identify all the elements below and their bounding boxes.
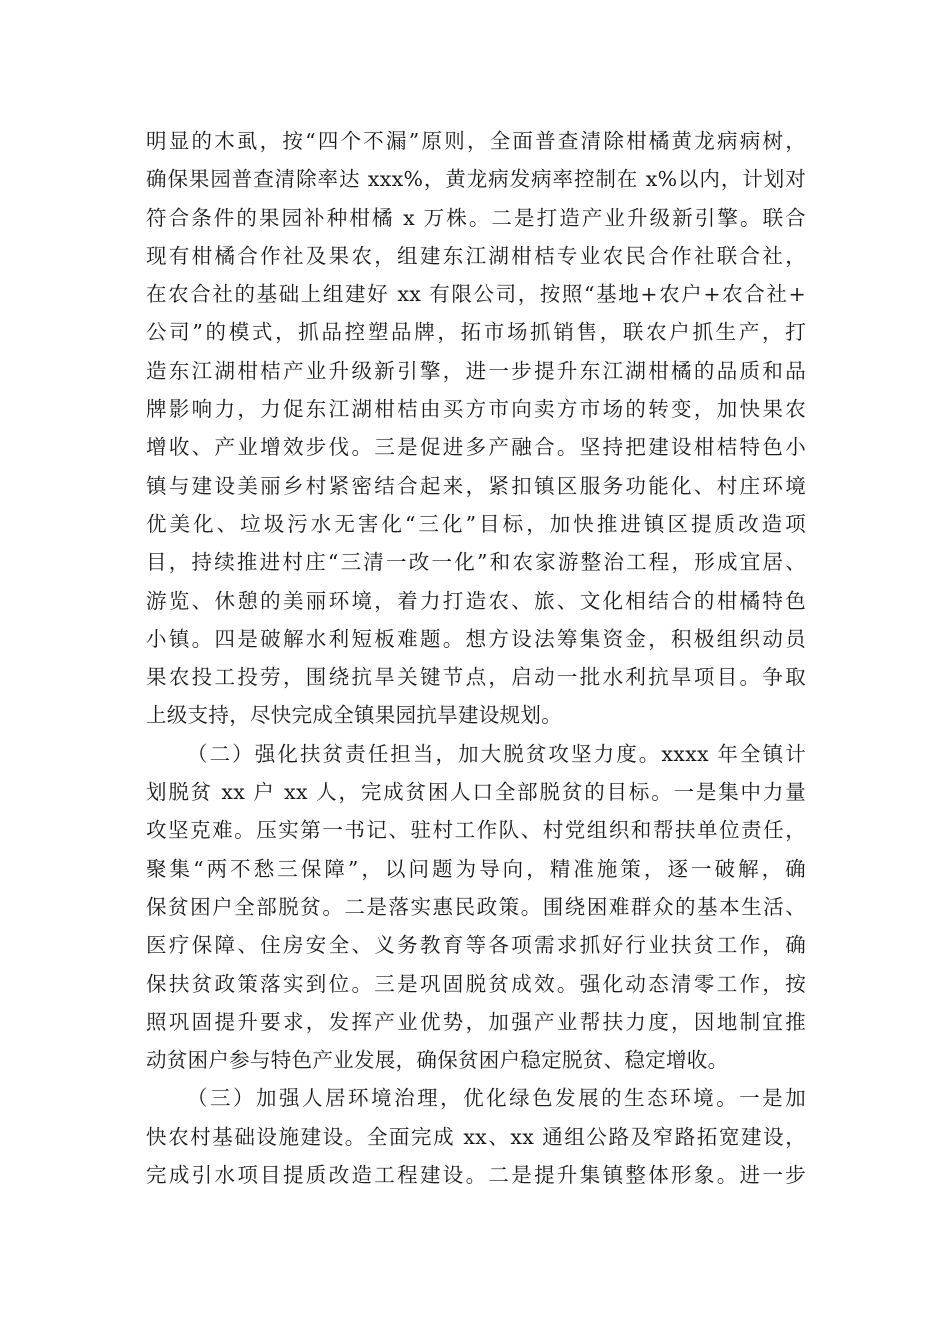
text-line: 优美化、垃圾污水无害化“三化”目标，加快推进镇区提质改造项 — [146, 511, 806, 536]
section-heading-line: （二）强化扶贫责任担当，加大脱贫攻坚力度。xxxx 年全镇计 — [187, 741, 806, 766]
text-line: 照巩固提升要求，发挥产业优势，加强产业帮扶力度，因地制宜推 — [146, 1009, 806, 1034]
paragraph-environment — [146, 1079, 806, 1194]
text-line: 划脱贫 xx 户 xx 人，完成贫困人口全部脱贫的目标。一是集中力量 — [146, 780, 806, 805]
text-line: 游览、休憩的美丽环境，着力打造农、旅、文化相结合的柑橘特色 — [146, 588, 806, 613]
text-line: 在农合社的基础上组建好 xx 有限公司，按照“基地+农户+农合社+ — [146, 282, 806, 307]
text-line: 公司”的模式，抓品控塑品牌，拓市场抓销售，联农户抓生产，打 — [146, 320, 806, 345]
text-line: 保扶贫政策落实到位。三是巩固脱贫成效。强化动态清零工作，按 — [146, 971, 806, 996]
document-body — [146, 122, 806, 1194]
text-line: 小镇。四是破解水利短板难题。想方设法筹集资金，积极组织动员 — [146, 626, 806, 651]
text-line: 镇与建设美丽乡村紧密结合起来，紧扣镇区服务功能化、村庄环境 — [146, 473, 806, 498]
text-line: 果农投工投劳，围绕抗旱关键节点，启动一批水利抗旱项目。争取 — [146, 665, 806, 690]
text-line: 明显的木虱，按“四个不漏”原则，全面普查清除柑橘黄龙病病树， — [146, 129, 806, 153]
text-line: 攻坚克难。压实第一书记、驻村工作队、村党组织和帮扶单位责任， — [146, 818, 806, 843]
text-line: 造东江湖柑桔产业升级新引擎，进一步提升东江湖柑橘的品质和品 — [146, 358, 806, 383]
text-line: 牌影响力，力促东江湖柑桔由买方市向卖方市场的转变，加快果农 — [146, 397, 806, 422]
text-line: 上级支持，尽快完成全镇果园抗旱建设规划。 — [146, 703, 562, 728]
text-line: 现有柑橘合作社及果农，组建东江湖柑桔专业农民合作社联合社， — [146, 243, 806, 268]
text-line: 确保果园普查清除率达 xxx%，黄龙病发病率控制在 x%以内，计划对 — [146, 167, 806, 192]
text-line: 医疗保障、住房安全、义务教育等各项需求抓好行业扶贫工作，确 — [146, 933, 806, 958]
text-line: 增收、产业增效步伐。三是促进多产融合。坚持把建设柑桔特色小 — [146, 435, 806, 460]
paragraph-poverty-alleviation — [146, 735, 806, 1080]
text-line: 目，持续推进村庄“三清一改一化”和农家游整治工程，形成宜居、 — [146, 550, 806, 575]
paragraph-industry — [146, 122, 806, 735]
text-line: 动贫困户参与特色产业发展，确保贫困户稳定脱贫、稳定增收。 — [146, 1048, 729, 1073]
text-line: 保贫困户全部脱贫。二是落实惠民政策。围绕困难群众的基本生活、 — [146, 894, 806, 919]
text-line: 符合条件的果园补种柑橘 x 万株。二是打造产业升级新引擎。联合 — [146, 205, 806, 230]
text-line: 完成引水项目提质改造工程建设。二是提升集镇整体形象。进一步 — [146, 1163, 806, 1188]
section-heading-line: （三）加强人居环境治理，优化绿色发展的生态环境。一是加 — [187, 1086, 806, 1111]
text-line: 聚集“两不愁三保障”，以问题为导向，精准施策，逐一破解，确 — [146, 856, 806, 881]
text-line: 快农村基础设施建设。全面完成 xx、xx 通组公路及窄路拓宽建设， — [146, 1124, 806, 1149]
